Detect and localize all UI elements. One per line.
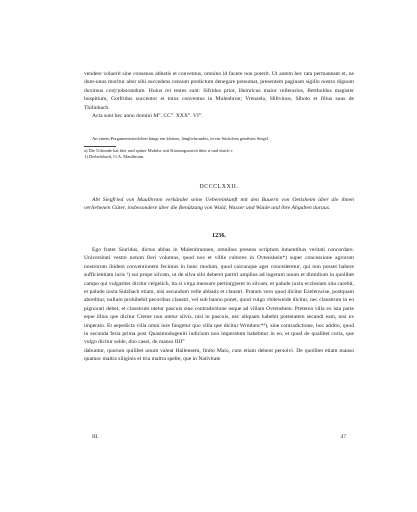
body-text-continued: dabuntur, quorum quilibet unum valeat Hallensem, finito Maio, cum etiam debent persolvi. De quolibet etiam manso quatuor maltra siliginis et tria maltra spelte, que in Nativitate (84, 347, 354, 363)
footnotes (84, 148, 354, 160)
seal-note: An einem Pergamentstreifchen hängt ein kleines, länglichrundes, in ein Säckchen genähtes Siegel. (92, 136, 270, 141)
footnote-1: 1) Diebelsbach, O.A. Maulbronn. (84, 154, 145, 160)
top-paragraph: vendere voluerit sine consensu abbatis et conventus, omnino id facere non poterit. Ut autem hec rata permaneant et, ne dum-unus moritur alter sibi succedens censum predictum denegare presumat, presentem paginam sigillo nostro dignum duximus cor(r)oborandum. Huius rei testes sunt: Sifridus prior, Heinricus maior cellerarius, Bertholdus magister hospitium, Gotfridus succentor et totus conventus in Mulenbrun; Vrenzelo, Hillvinus, Siboto et filius suus de Thilinbach. (84, 71, 354, 111)
regest-summary: Abt Siegfried von Maulbronn verkündet seine Uebereinkunft mit den Bauern von Oetisheim über die ihnen verliehenen Güter, insbesondere über die Benützung von Wald, Wasser und Waide und ihre Abgaben daraus. (84, 197, 354, 212)
document-number: DCCCLXXII. (199, 184, 239, 190)
charter-body (84, 246, 354, 364)
regest-block (84, 196, 354, 212)
footnote-a: a) Die Urkunde hat hier und später Mulnbr. mit Kürzungsstrich über n und durch r. (84, 148, 233, 153)
document-year: 1236. (212, 232, 226, 239)
body-text: Ego frater Siuridus, dictus abbas in Mulenbrunnen, omnibus presens scriptum intuentibus veritati concordare. Universitati vestre notum fieri volumus, quod nos et villie cultores in Ovtenshein*) super concessione agrorum nostrorum ibidem conventionem fecimus in hunc modum, quod cuicunque ager concederetur, qui non posset habere sufficientiam iuris ¹) sui prope silvam, ut de silva sibi deberet partiri amplius ad iugerum unum et dimidium in quolibet campo qui vulgariter dicitur celgelich, ita si virga mensure pertin(g)eret in silvam, et palude iuxta ecclesiam sita carebit, et palude iuxta Sulzbach etiam, nisi secundum velle abbatis et claustri. Pratum vero quod dicitur Ezelenwise, postquam abreditur, nullum prohibebit pecoribus claustri, vel sub banno ponet, quod vulgo vbiteweide dicitur, nec claustrum in eo pignorari debet, et claustrum utetur pascuis sine contradictione usque ad villam Ovtenshein. Preterea villa ex ista parte eque illius que dicitur Creme non utetur silvis, nisi in pascuis, nec aliquam habebit potestatem secandi eam, nisi ex imperato. Et aepedicta villa omni iure fungetur quo villa que dicitur Wrmberc*³), sine contradictione, hoc addito, quod in secunda feria prima post Quasimodogeniti iudicium non imperatum habebitur in eo, et quod de qualibet curia, que vulgo dicitur selde, duo casei, de manso IIII° (84, 247, 354, 346)
signature-mark: III. (92, 434, 99, 440)
notes-block (84, 136, 354, 142)
page-number: 47 (340, 434, 346, 440)
charter-continuation (84, 70, 354, 120)
dating-clause: Acta sunt hec anno domini M°. CC°. XXX°. VI°. (92, 113, 203, 120)
footnote-rule (84, 146, 116, 147)
